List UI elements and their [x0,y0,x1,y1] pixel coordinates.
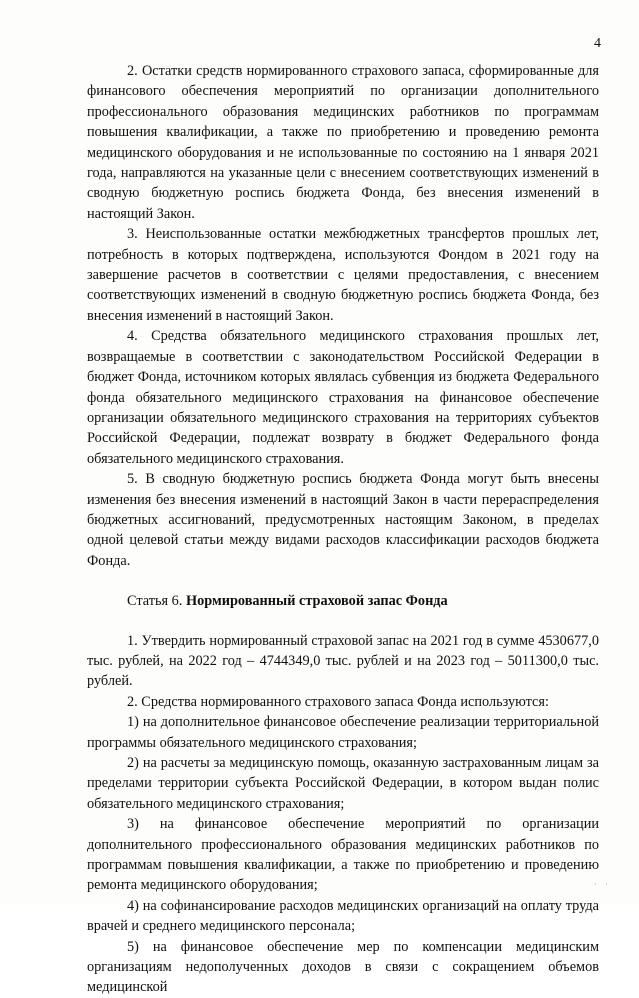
list-item-3: 3) на финансовое обеспечение мероприятий по организации дополнительного профессионального образования медицинских работников по программам повышения квалификации, а также по приобретению и проведению ремонта медицинского оборудования; [87,816,599,894]
page-number: 4 [594,36,601,51]
paragraph-3: 3. Неиспользованные остатки межбюджетных трансфертов прошлых лет, потребность в которых подтверждена, используются Фондом в 2021 году на завершение расчетов в соответствии с целями предоставления, с внесением соответствующих изменений в сводную бюджетную роспись бюджета Фонда, без внесения изменений в настоящий Закон. [87,226,599,324]
list-item-2: 2) на расчеты за медицинскую помощь, оказанную застрахованным лицам за пределами территории субъекта Российской Федерации, в котором выдан полис обязательного медицинского страхования; [87,755,599,812]
list-item-4: 4) на софинансирование расходов медицинских организаций на оплату труда врачей и среднего медицинского персонала; [87,897,599,935]
paragraph-5: 5. В сводную бюджетную роспись бюджета Фонда могут быть внесены изменения без внесения изменений в настоящий Закон в части перераспределения бюджетных ассигнований, предусмотренных настоящим Законом, в пределах одной целевой статьи между видами расходов классификации расходов бюджета Фонда. [87,471,599,569]
list-item-5: 5) на финансовое обеспечение мер по компенсации медицинским организациям недополученных доходов в связи с сокращением объемов медицинской [87,938,599,996]
scan-artifact: · · [593,879,611,889]
list-item-1: 1) на дополнительное финансовое обеспечение реализации территориальной программы обязательного медицинского страхования; [87,714,599,751]
article-6-paragraph-1: 1. Утвердить нормированный страховой запас на 2021 год в сумме 4530677,0 тыс. рублей, на 2022 год – 4744349,0 тыс. рублей и на 2023 год – 5011300,0 тыс. рублей. [87,632,599,690]
paragraph-4: 4. Средства обязательного медицинского страхования прошлых лет, возвращаемые в соответствии с законодательством Российской Федерации в бюджет Фонда, источником которых являлась субвенция из бюджета Федерального фонда обязательного медицинского страхования на финансовое обеспечение организации обязательного медицинского страхования на территориях субъектов Российской Федерации, подлежат возврату в бюджет Федерального фонда обязательного медицинского страхования. [87,328,599,467]
article-heading [87,591,599,611]
article-title: Нормированный страховой запас Фонда [185,593,448,610]
paragraph-2: 2. Остатки средств нормированного страхового запаса, сформированные для финансового обеспечения мероприятий по организации дополнительного профессионального образования медицинских работников по программам повышения квалификации, а также по приобретению и проведению ремонта медицинского оборудования и не использованные по состоянию на 1 января 2021 года, направляются на указанные цели с внесением соответствующих изменений в сводную бюджетную роспись бюджета Фонда, без внесения изменений в настоящий Закон. [87,63,599,222]
article-6-paragraph-2: 2. Средства нормированного страхового запаса Фонда используются: [127,693,549,710]
document-body [87,61,599,998]
article-number: Статья 6. [127,593,186,610]
